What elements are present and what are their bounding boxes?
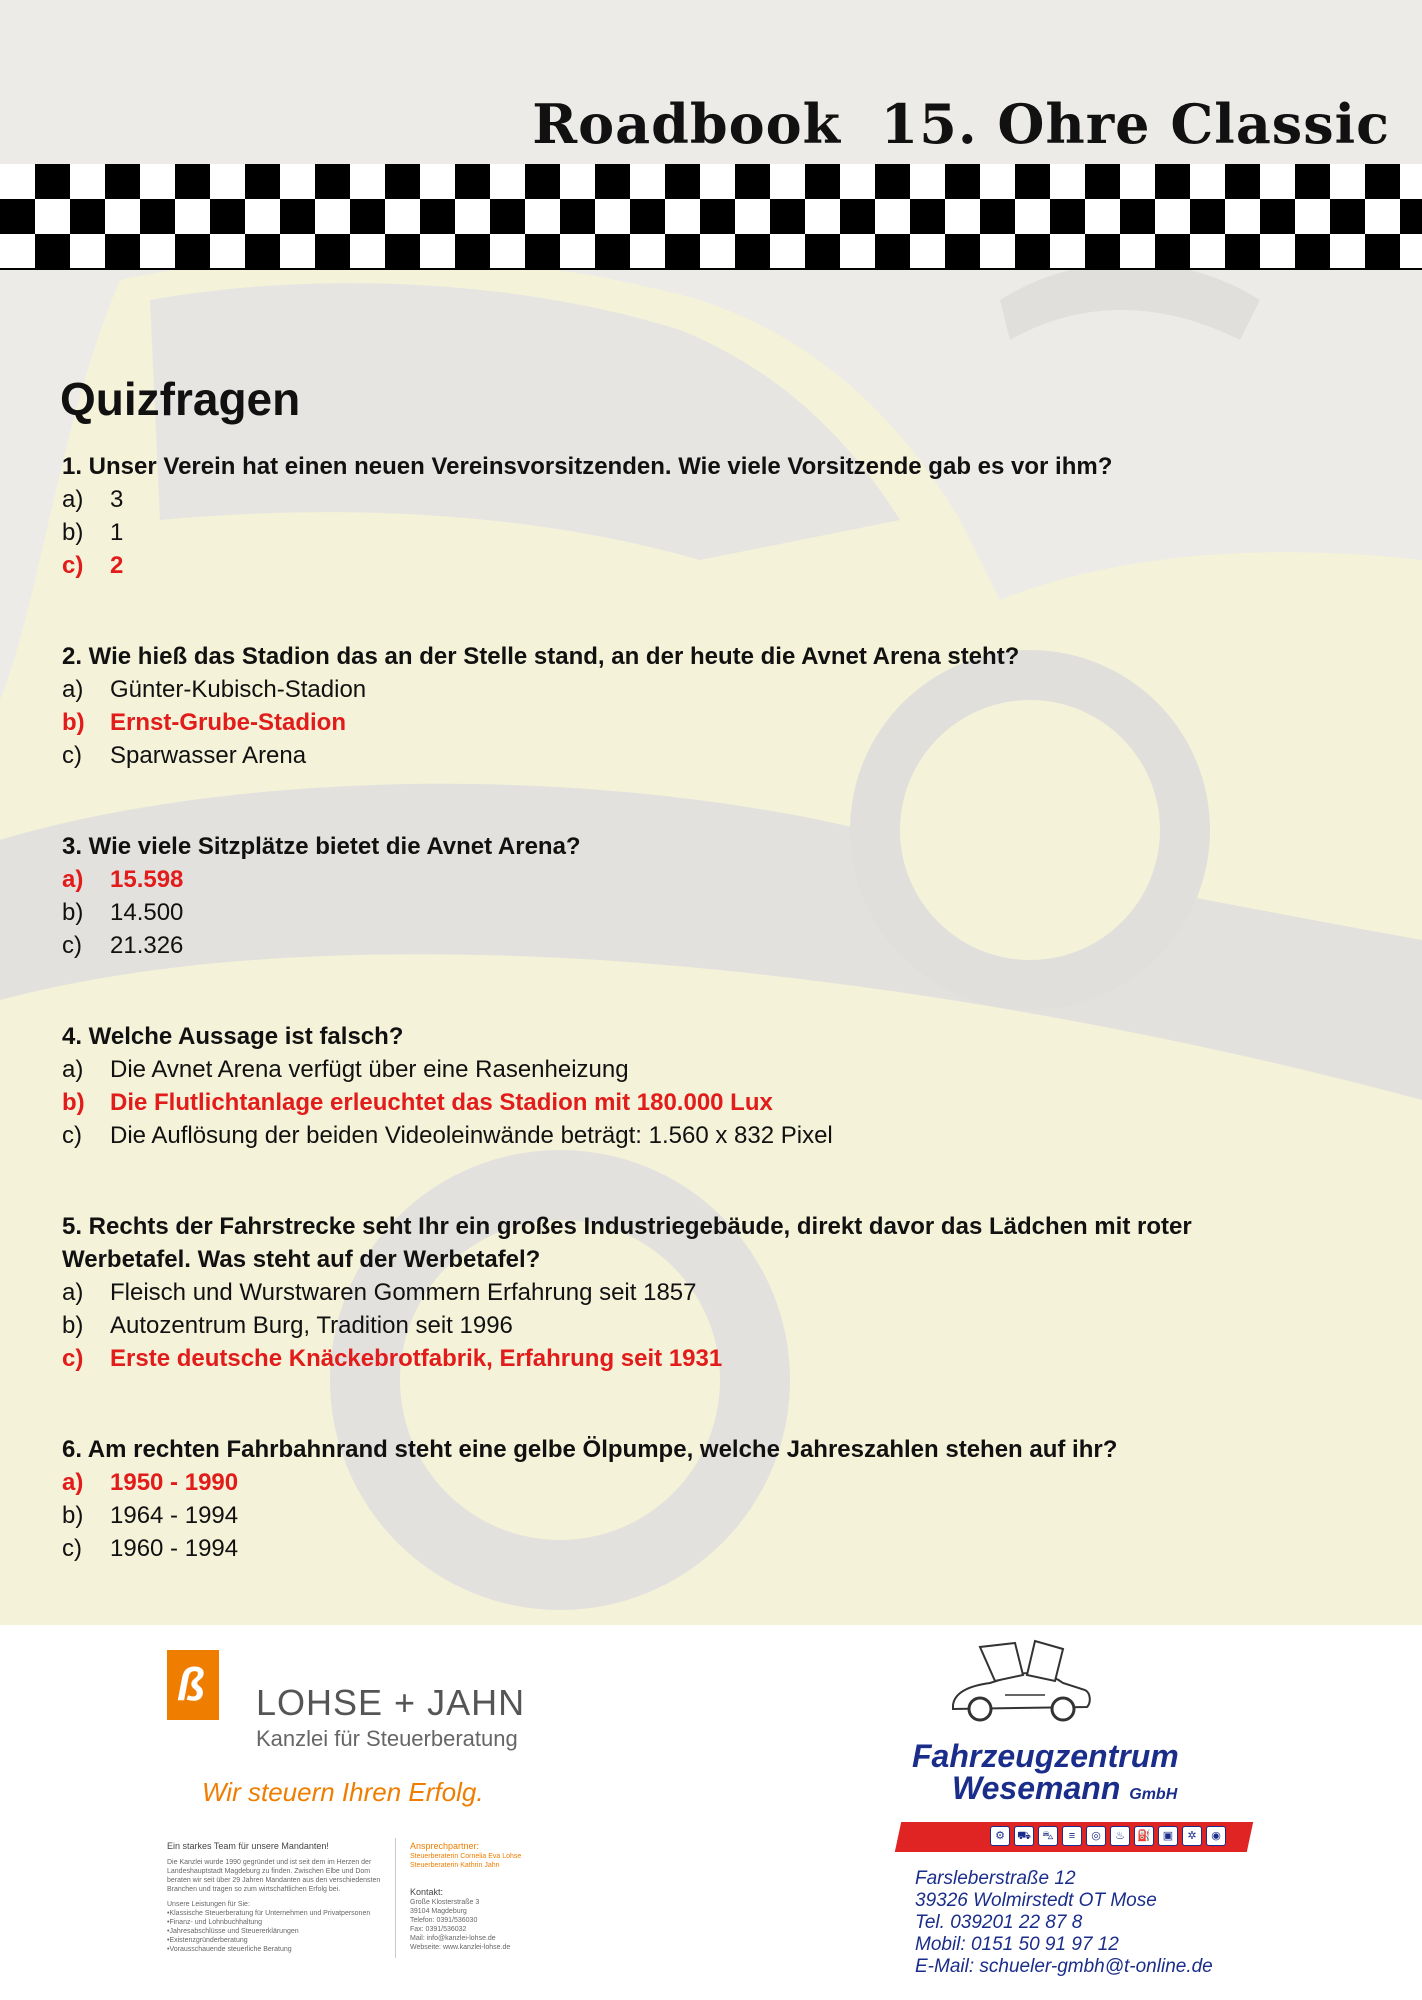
question-text: 1. Unser Verein hat einen neuen Vereinsvorsitzenden. Wie viele Vorsitzende gab es vor ihm? — [62, 453, 1113, 480]
car-icon: ⛍ — [1038, 1826, 1058, 1846]
sponsor1-info-heading: Ein starkes Team für unsere Mandanten! — [167, 1841, 329, 1851]
question-text: 5. Rechts der Fahrstrecke seht Ihr ein großes Industriegebäude, direkt davor das Lädchen mit roter Werbetafel. Was steht auf der Werbetafel? — [62, 1213, 1192, 1273]
banner-divider — [0, 268, 1422, 270]
sponsor1-contact-line: Mail: info@kanzlei-lohse.de — [410, 1935, 496, 1942]
question-text: 4. Welche Aussage ist falsch? — [62, 1023, 404, 1050]
quiz-list — [62, 450, 1222, 1623]
sponsor1-divider — [395, 1838, 396, 1958]
sponsor1-name: LOHSE + JAHN — [256, 1682, 526, 1723]
sponsor1-contact-person: Steuerberaterin Kathrin Jahn — [410, 1862, 500, 1869]
answer-b: b) 14.500 — [62, 899, 184, 926]
gullwing-car-icon — [945, 1635, 1095, 1730]
sponsor1-service: •Existenzgründerberatung — [167, 1937, 248, 1944]
answer-c-correct: c) Erste deutsche Knäckebrotfabrik, Erfahrung seit 1931 — [62, 1345, 723, 1372]
checkered-flag-banner — [0, 164, 1422, 270]
answer-c: c) 1960 - 1994 — [62, 1535, 239, 1562]
sponsor1-service: •Vorausschauende steuerliche Beratung — [167, 1946, 292, 1953]
answer-b: b) 1964 - 1994 — [62, 1502, 239, 1529]
question-3 — [62, 830, 1222, 962]
answer-b-correct: b) Die Flutlichtanlage erleuchtet das Stadion mit 180.000 Lux — [62, 1089, 773, 1116]
answer-a: a) 3 — [62, 486, 124, 513]
sponsor2-name: Wesemann — [952, 1770, 1121, 1806]
address-street: Farsleberstraße 12 — [915, 1868, 1076, 1889]
answer-b: b) Autozentrum Burg, Tradition seit 1996 — [62, 1312, 513, 1339]
tire-icon: ◎ — [1086, 1826, 1106, 1846]
oil-icon: ♨ — [1110, 1826, 1130, 1846]
answer-c-correct: c) 2 — [62, 552, 124, 579]
sponsor1-contact-column — [410, 1840, 580, 1952]
sponsor1-service: •Jahresabschlüsse und Steuererklärungen — [167, 1928, 299, 1935]
hu-icon: ◉ — [1206, 1826, 1226, 1846]
sponsor1-contact-line: Telefon: 0391/536030 — [410, 1917, 478, 1924]
address-city: 39326 Wolmirstedt OT Mose — [915, 1890, 1157, 1911]
answer-b: b) 1 — [62, 519, 124, 546]
sponsor2-address — [915, 1868, 1213, 1978]
sponsor2-service-icons — [990, 1826, 1226, 1846]
wrench-icon: ⚙ — [990, 1826, 1010, 1846]
answer-b-correct: b) Ernst-Grube-Stadion — [62, 709, 347, 736]
sponsor1-contact-heading: Kontakt: — [410, 1887, 444, 1897]
sponsor1-info-text: Die Kanzlei wurde 1990 gegründet und ist seit dem im Herzen der Landeshauptstadt Magdeburg zu finden. Zwischen Elbe und Dom beraten wir seit über 29 Jahren Mandanten aus den verschiedensten Branchen und tragen so zum wirtschaftlichen Erfolg bei. — [167, 1859, 381, 1893]
sponsor1-contact-line: Große Klosterstraße 3 — [410, 1899, 480, 1906]
sponsor2-suffix: GmbH — [1129, 1786, 1178, 1803]
sponsor1-contact-persons-heading: Ansprechpartner: — [410, 1841, 480, 1851]
sponsor1-services-heading: Unsere Leistungen für Sie: — [167, 1901, 250, 1908]
sponsor1-subtitle: Kanzlei für Steuerberatung — [256, 1726, 518, 1751]
sponsor1-contact-line: Fax: 0391/536032 — [410, 1926, 467, 1933]
answer-c: c) 21.326 — [62, 932, 184, 959]
sponsor2-name-line2 — [952, 1772, 1177, 1811]
answer-a: a) Günter-Kubisch-Stadion — [62, 676, 367, 703]
lift-icon: ≡ — [1062, 1826, 1082, 1846]
answer-c: c) Die Auflösung der beiden Videoleinwände beträgt: 1.560 x 832 Pixel — [62, 1122, 833, 1149]
sponsor1-contact-line: Webseite: www.kanzlei-lohse.de — [410, 1944, 511, 1951]
quiz-title: Quizfragen — [60, 373, 301, 425]
answer-c: c) Sparwasser Arena — [62, 742, 307, 769]
battery-icon: ▣ — [1158, 1826, 1178, 1846]
address-mobile: Mobil: 0151 50 91 97 12 — [915, 1934, 1119, 1955]
roadbook-title: Roadbook 15. Ohre Classic — [532, 92, 1390, 156]
sponsor1-slogan: Wir steuern Ihren Erfolg. — [202, 1777, 484, 1807]
question-5 — [62, 1210, 1222, 1375]
sponsor1-contact-person: Steuerberaterin Cornelia Eva Lohse — [410, 1853, 522, 1860]
question-4 — [62, 1020, 1222, 1152]
question-2 — [62, 640, 1222, 772]
address-email: E-Mail: schueler-gmbh@t-online.de — [915, 1956, 1213, 1977]
tow-truck-icon: ⛟ — [1014, 1826, 1034, 1846]
answer-a-correct: a) 15.598 — [62, 866, 184, 893]
lohse-jahn-logo-icon: ß — [167, 1650, 219, 1720]
sponsor2-name-line1: Fahrzeugzentrum — [912, 1738, 1179, 1774]
question-text: 2. Wie hieß das Stadion das an der Stelle stand, an der heute die Avnet Arena steht? — [62, 643, 1020, 670]
sponsor1-service: •Finanz- und Lohnbuchhaltung — [167, 1919, 263, 1926]
question-text: 3. Wie viele Sitzplätze bietet die Avnet Arena? — [62, 833, 581, 860]
address-phone: Tel. 039201 22 87 8 — [915, 1912, 1083, 1933]
wheel-icon: ✲ — [1182, 1826, 1202, 1846]
sponsor1-info-column — [167, 1840, 387, 1954]
question-6 — [62, 1433, 1222, 1565]
answer-a-correct: a) 1950 - 1990 — [62, 1469, 239, 1496]
answer-a: a) Die Avnet Arena verfügt über eine Rasenheizung — [62, 1056, 629, 1083]
fuel-icon: ⛽ — [1134, 1826, 1154, 1846]
question-1 — [62, 450, 1222, 582]
sponsor1-contact-line: 39104 Magdeburg — [410, 1908, 467, 1915]
question-text: 6. Am rechten Fahrbahnrand steht eine gelbe Ölpumpe, welche Jahreszahlen stehen auf ihr? — [62, 1436, 1118, 1463]
answer-a: a) Fleisch und Wurstwaren Gommern Erfahrung seit 1857 — [62, 1279, 697, 1306]
sponsor1-service: •Klassische Steuerberatung für Unternehmen und Privatpersonen — [167, 1910, 371, 1917]
